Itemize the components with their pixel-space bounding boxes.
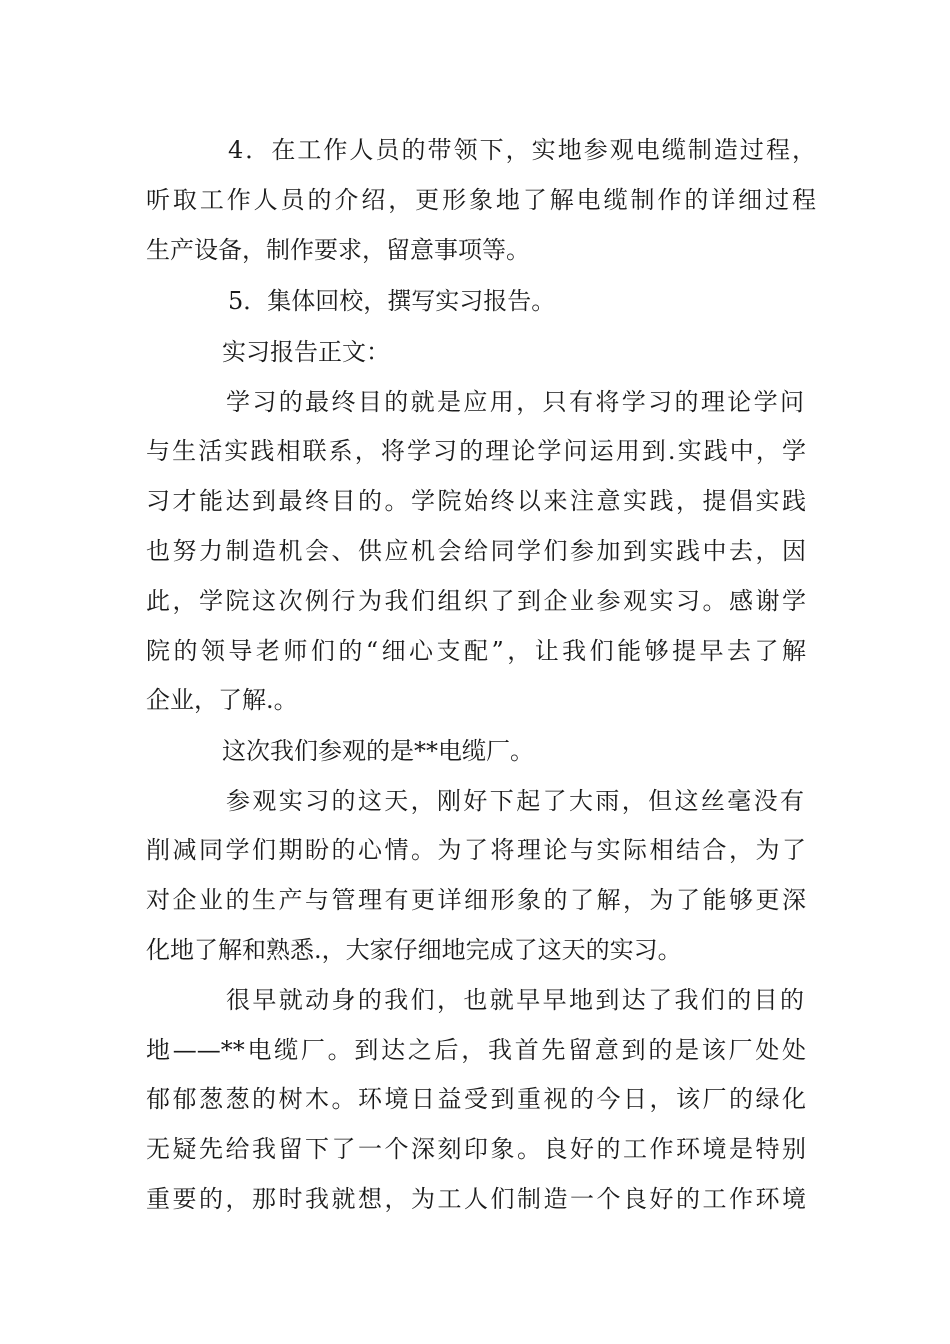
paragraph-line: 无疑先给我留下了一个深刻印象。良好的工作环境是特别 — [146, 1135, 806, 1163]
paragraph-line: 对企业的生产与管理有更详细形象的了解，为了能够更深 — [146, 886, 806, 914]
paragraph-line: 与生活实践相联系，将学习的理论学问运用到.实践中，学 — [146, 437, 806, 465]
paragraph-line: 企业，了解.。 — [146, 686, 298, 714]
paragraph-line: 这次我们参观的是**电缆厂。 — [222, 737, 534, 765]
paragraph-line: 很早就动身的我们，也就早早地到达了我们的目的 — [226, 986, 804, 1014]
paragraph-line: 听取工作人员的介绍，更形象地了解电缆制作的详细过程 — [146, 186, 816, 214]
paragraph-line: 学习的最终目的就是应用，只有将学习的理论学问 — [226, 388, 804, 416]
paragraph-line: 生产设备，制作要求，留意事项等。 — [146, 236, 530, 264]
paragraph-line: 参观实习的这天，刚好下起了大雨，但这丝毫没有 — [226, 787, 804, 815]
paragraph-line: 削减同学们期盼的心情。为了将理论与实际相结合，为了 — [146, 836, 806, 864]
list-item-step-4: 4．在工作人员的带领下，实地参观电缆制造过程， — [228, 136, 816, 164]
paragraph-line: 郁郁葱葱的树木。环境日益受到重视的今日，该厂的绿化 — [146, 1085, 806, 1113]
paragraph-line: 习才能达到最终目的。学院始终以来注意实践，提倡实践 — [146, 487, 806, 515]
paragraph-line: 重要的，那时我就想，为工人们制造一个良好的工作环境 — [146, 1185, 806, 1213]
paragraph-line: 也努力制造机会、供应机会给同学们参加到实践中去，因 — [146, 537, 806, 565]
paragraph-line: 化地了解和熟悉.，大家仔细地完成了这天的实习。 — [146, 936, 682, 964]
section-heading: 实习报告正文： — [222, 338, 390, 366]
paragraph-line: 此，学院这次例行为我们组织了到企业参观实习。感谢学 — [146, 587, 806, 615]
paragraph-line: 地——**电缆厂。到达之后，我首先留意到的是该厂处处 — [146, 1036, 806, 1064]
list-item-step-5: 5．集体回校，撰写实习报告。 — [228, 287, 556, 315]
paragraph-line: 院的领导老师们的“细心支配”，让我们能够提早去了解 — [146, 637, 806, 665]
